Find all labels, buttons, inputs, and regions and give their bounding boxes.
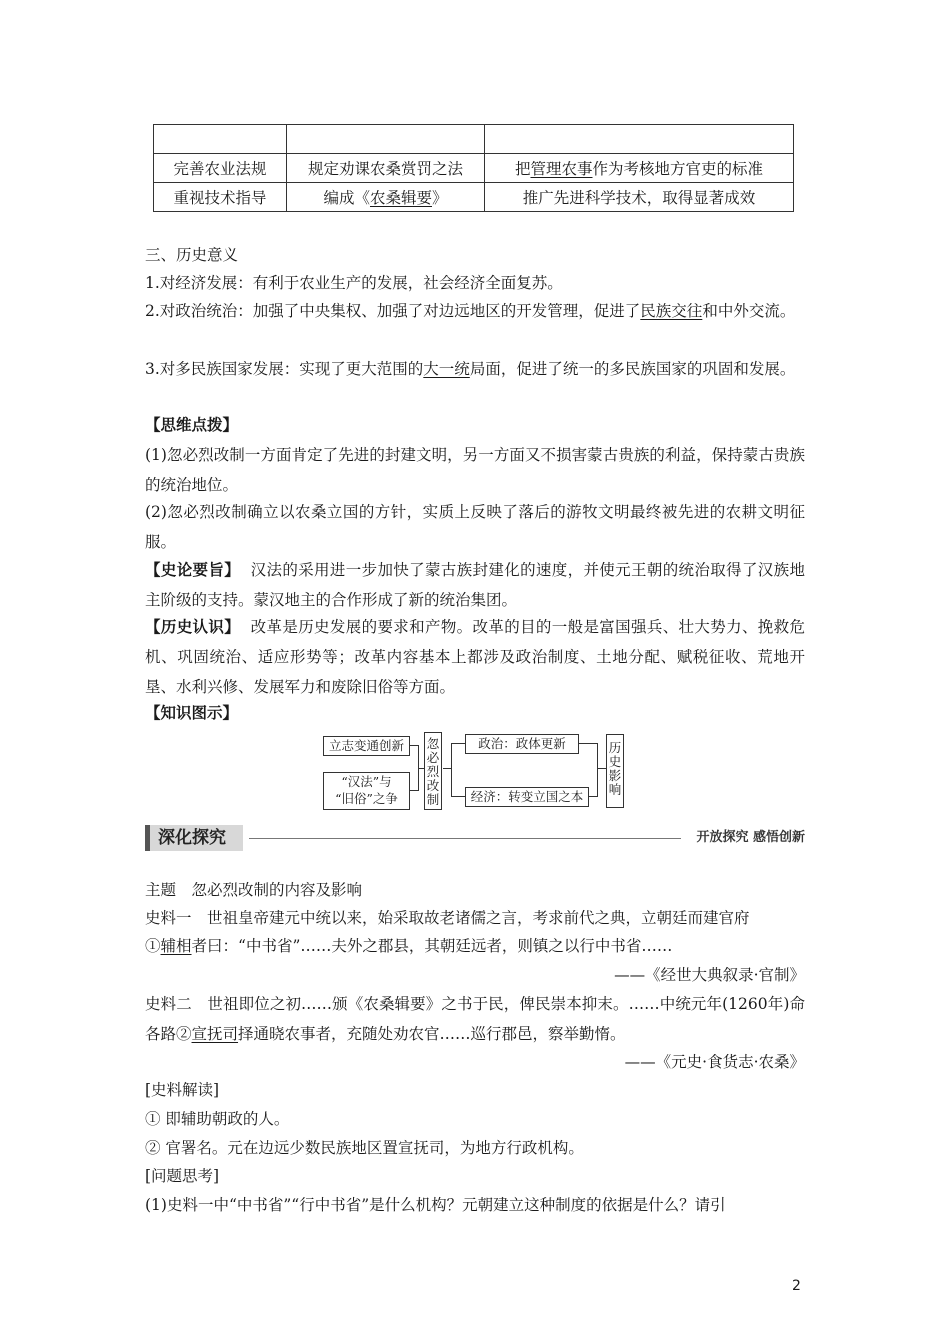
section-label: 【历史认识】	[145, 617, 241, 636]
text-span: 编成《	[323, 189, 370, 207]
text-span: 史料一	[145, 909, 208, 927]
connector-line	[451, 743, 452, 796]
paragraph: (1)史料一中“中书省”“行中书省”是什么机构？元朝建立这种制度的依据是什么？请引	[145, 1196, 726, 1214]
table-cell: 规定劝课农桑赏罚之法	[287, 154, 485, 183]
section-label: 【史论要旨】	[145, 560, 241, 579]
text-span: 改革是历史发展的要求和产物。改革的目的一般是富国强兵、壮大势力、挽救危机、巩固统治、适应形势等；改革内容基本上都涉及政治制度、土地分配、赋税征收、荒地开垦、水利兴修、发展军力和废除旧俗等方面。	[145, 618, 805, 696]
paragraph: (1)忽必烈改制一方面肯定了先进的封建文明，另一方面又不损害蒙古贵族的利益，保持蒙古贵族的统治地位。	[145, 446, 805, 494]
underlined-term: 管理农事	[530, 160, 593, 178]
banner-subtitle: 开放探究 感悟创新	[696, 830, 805, 845]
table-cell	[154, 125, 287, 154]
paragraph: 1.对经济发展：有利于农业生产的发展，社会经济全面复苏。	[145, 274, 563, 292]
underlined-term: 宣抚司	[191, 1025, 239, 1043]
text-span: 和中外交流。	[702, 302, 796, 320]
underlined-term: 辅相	[160, 937, 192, 955]
connector-line	[451, 743, 465, 744]
diagram-node-line: “汉法”与	[341, 774, 392, 789]
banner-divider	[249, 838, 681, 839]
diagram-node	[323, 772, 410, 810]
topic-title: 主题 忽必烈改制的内容及影响	[145, 881, 363, 899]
source-citation: ——《元史·食货志·农桑》	[624, 1053, 805, 1071]
paragraph	[145, 931, 805, 961]
paragraph	[145, 903, 805, 933]
text-span: 作为考核地方官吏的标准	[592, 160, 764, 178]
paragraph	[145, 989, 805, 1049]
table-row	[154, 125, 794, 154]
text-span: 》	[432, 189, 448, 207]
connector-line	[578, 743, 598, 744]
connector-line	[597, 768, 606, 769]
text-span: 局面，促进了统一的多民族国家的巩固和发展。	[469, 360, 796, 378]
text-span: 把	[514, 160, 531, 178]
section-label: [问题思考]	[145, 1167, 220, 1185]
diagram-node: 经济：转变立国之本	[465, 787, 589, 807]
table-cell: 推广先进科学技术，取得显著成效	[485, 183, 794, 212]
table-cell: 重视技术指导	[154, 183, 287, 212]
section-heading: 三、历史意义	[145, 246, 239, 264]
underlined-term: 民族交往	[640, 302, 703, 320]
table-cell	[287, 183, 485, 212]
paragraph	[145, 555, 805, 615]
source-citation: ——《经世大典叙录·官制》	[614, 966, 805, 984]
paragraph: (2)忽必烈改制确立以农桑立国的方针，实质上反映了落后的游牧文明最终被先进的农耕文明征服。	[145, 503, 805, 551]
table-cell	[485, 154, 794, 183]
diagram-node: 历史影响	[606, 734, 624, 808]
table-row	[154, 154, 794, 183]
underlined-term: 大一统	[423, 360, 470, 378]
diagram-node: 立志变通创新	[323, 736, 410, 756]
section-label: 【思维点拨】	[145, 415, 239, 434]
diagram-node-line: “旧俗”之争	[335, 791, 398, 806]
text-span: 世祖即位之初……颁《农桑辑要》之书于民，俾民崇本抑末。……中统元年(1260年)命各路②	[145, 995, 805, 1043]
diagram-center-node: 忽必烈改制	[424, 732, 442, 810]
text-span: ①	[145, 937, 161, 955]
table-cell: 完善农业法规	[154, 154, 287, 183]
table-row	[154, 183, 794, 212]
text-span: 3.对多民族国家发展：实现了更大范围的	[145, 360, 424, 378]
paragraph: ② 官署名。元在边远少数民族地区置宣抚司，为地方行政机构。	[145, 1139, 584, 1157]
connector-line	[597, 743, 598, 797]
connector-line	[451, 796, 465, 797]
table-cell	[485, 125, 794, 154]
table-cell	[287, 125, 485, 154]
section-label: 【知识图示】	[145, 703, 239, 722]
text-span: 世祖皇帝建元中统以来，始采取故老诸儒之言，考求前代之典，立朝廷而建官府	[207, 909, 750, 927]
page-number: 2	[792, 1278, 801, 1294]
text-span: 史料二	[145, 995, 208, 1013]
underlined-term: 农桑辑要	[369, 189, 432, 207]
knowledge-table	[153, 124, 794, 212]
banner-title: 深化探究	[145, 825, 243, 851]
text-span: 2.对政治统治：加强了中央集权、加强了对边远地区的开发管理，促进了	[145, 302, 641, 320]
paragraph	[145, 296, 805, 326]
connector-line	[443, 768, 451, 769]
text-span: 汉法的采用进一步加快了蒙古族封建化的速度，并使元王朝的统治取得了汉族地主阶级的支持。蒙汉地主的合作形成了新的统治集团。	[145, 561, 805, 609]
section-banner	[145, 825, 805, 851]
diagram-node: 政治：政体更新	[465, 734, 579, 754]
knowledge-diagram	[320, 728, 640, 814]
text-span: 者曰：“中书省”……夫外之郡县，其朝廷远者，则镇之以行中书省……	[191, 937, 673, 955]
section-label: [史料解读]	[145, 1081, 220, 1099]
paragraph	[145, 612, 805, 702]
paragraph: ① 即辅助朝政的人。	[145, 1110, 290, 1128]
paragraph	[145, 354, 805, 384]
text-span: 择通晓农事者，充随处劝农官……巡行郡邑，察举勤惰。	[238, 1025, 626, 1043]
